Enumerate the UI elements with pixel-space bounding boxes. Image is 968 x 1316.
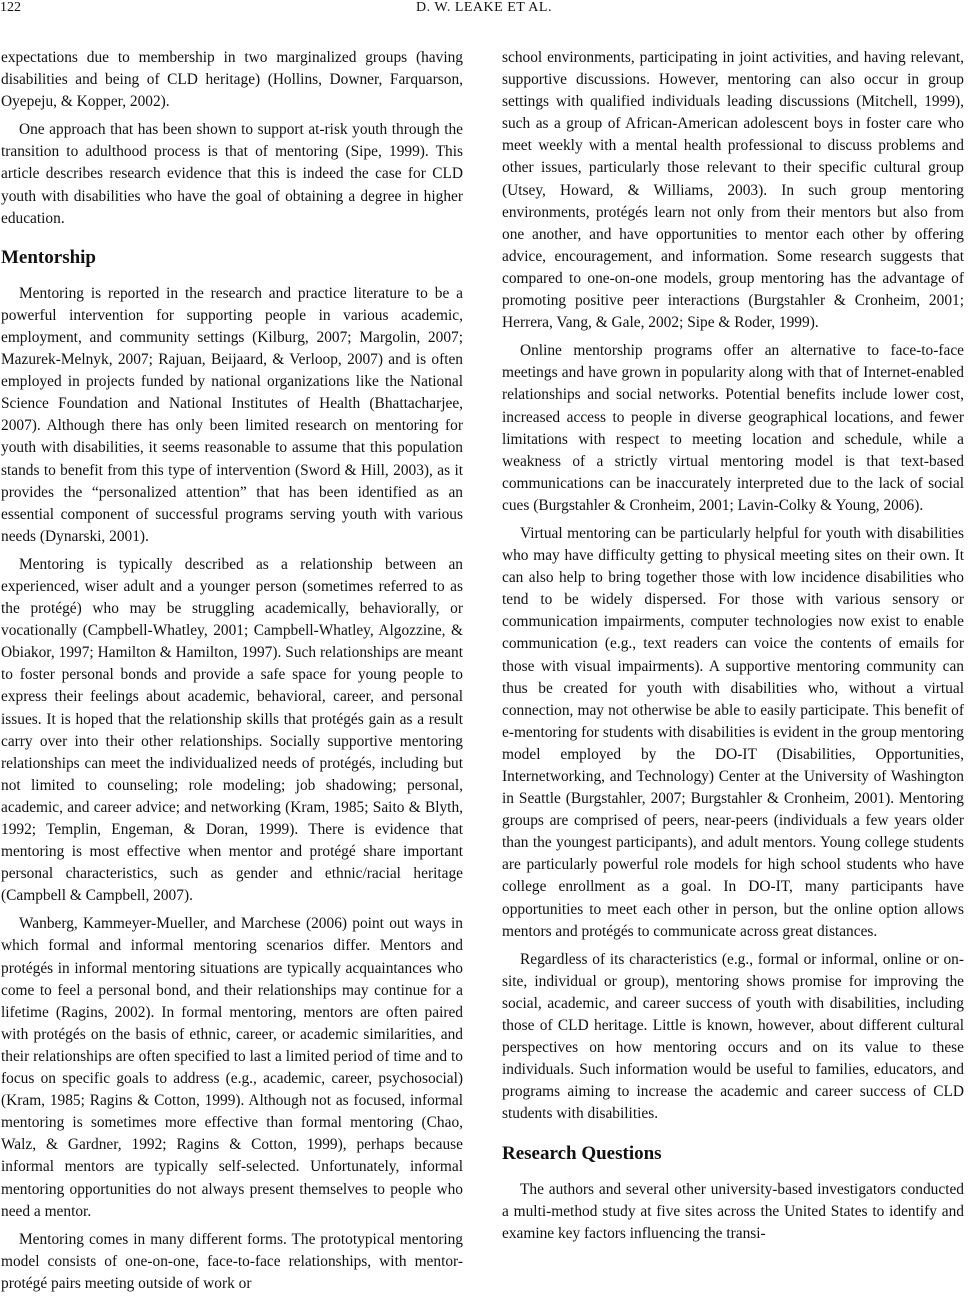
page-number: 122 — [0, 0, 21, 15]
left-column — [1, 47, 463, 1301]
section-heading-mentorship: Mentorship — [1, 246, 96, 268]
body-paragraph: Regardless of its characteristics (e.g., formal or informal, online or on-site, individual or group), mentoring shows promise for improving the social, academic, and career success of youth with disabilities, including those of CLD heritage. Little is known, however, about different cultural perspectives on how mentoring occurs and on its value to these individuals. Such information would be useful to families, educators, and programs aiming to increase the academic and career success of CLD students with disabilities. — [502, 950, 964, 1123]
body-paragraph: One approach that has been shown to support at-risk youth through the transition to adulthood process is that of mentoring (Sipe, 1999). This article describes research evidence that this is indeed the case for CLD youth with disabilities who have the goal of obtaining a degree in higher education. — [1, 121, 463, 227]
body-paragraph: The authors and several other university-based investigators conducted a multi-method study at five sites across the United States to identify and examine key factors influencing the transi- — [502, 1180, 964, 1242]
section-heading-research-questions: Research Questions — [502, 1142, 662, 1164]
running-head-authors: D. W. LEAKE ET AL. — [416, 0, 552, 15]
body-paragraph: Virtual mentoring can be particularly helpful for youth with disabilities who may have difficulty getting to physical meeting sites on their own. It can also help to bring together those with low incidence disabilities who tend to be widely dispersed. For those with various sensory or communication impairments, computer technologies now exist to enable communication (e.g., text readers can voice the contents of emails for those with visual impairments). A supportive mentoring community can thus be created for youth with disabilities who, without a virtual connection, may not otherwise be able to easily participate. This benefit of e-mentoring for students with disabilities is evident in the group mentoring model employed by the DO-IT (Disabilities, Opportunities, Internetworking, and Technology) Center at the University of Washington in Seattle (Burgstahler, 2007; Burgstahler & Cronheim, 2001). Mentoring groups are comprised of peers, near-peers (individuals a few years older than the youngest participants), and adult mentors. Young college students are particularly powerful role models for high school students who have college enrollment as a goal. In DO-IT, many participants have opportunities to meet each other in person, but the online option allows mentors and protégés to communicate across great distances. — [502, 524, 964, 940]
body-paragraph: Mentoring comes in many different forms. The prototypical mentoring model consists of one-on-one, face-to-face relationships, with mentor-protégé pairs meeting outside of work or — [1, 1230, 463, 1292]
body-paragraph: Wanberg, Kammeyer-Mueller, and Marchese (2006) point out ways in which formal and informal mentoring scenarios differ. Mentors and protégés in informal mentoring situations are typically acquaintances who come to feel a personal bond, and their relationships may continue for a lifetime (Ragins, 2002). In formal mentoring, mentors are often paired with protégés on the basis of ethnic, career, or academic similarities, and their relationships are often specified to last a limited period of time and to focus on specific goals to address (e.g., academic, career, psychosocial) (Kram, 1985; Ragins & Cotton, 1999). Although not as focused, informal mentoring is sometimes more effective than formal mentoring (Chao, Walz, & Gardner, 1992; Ragins & Cotton, 1999), perhaps because informal mentors are typically self-selected. Unfortunately, informal mentoring opportunities do not always present themselves to people who need a mentor. — [1, 915, 463, 1220]
running-header — [0, 0, 968, 22]
right-column — [502, 47, 964, 1251]
body-paragraph: Mentoring is reported in the research and practice literature to be a powerful intervention for supporting people in various academic, employment, and community settings (Kilburg, 2007; Margolin, 2007; Mazurek-Melnyk, 2007; Rajuan, Beijaard, & Verloop, 2007) and is often employed in projects funded by national organizations like the National Science Foundation and National Institutes of Health (Bhattacharjee, 2007). Although there has only been limited research on mentoring for youth with disabilities, it seems reasonable to assume that this population stands to benefit from this type of intervention (Sword & Hill, 2003), as it provides the “personalized attention” that has been identified as an essential component of successful programs serving youth with various needs (Dynarski, 2001). — [1, 284, 463, 545]
body-paragraph: Online mentorship programs offer an alternative to face-to-face meetings and have grown in popularity along with that of Internet-enabled relationships and social networks. Potential benefits include lower cost, increased access to people in diverse geographical locations, and fewer limitations with respect to meeting location and schedule, while a weakness of a strictly virtual mentoring model is that text-based communications can be inaccurately interpreted due to the lack of social cues (Burgstahler & Cronheim, 2001; Lavin-Colky & Young, 2006). — [502, 342, 964, 514]
body-paragraph: expectations due to membership in two marginalized groups (having disabilities and being of CLD heritage) (Hollins, Downer, Farquarson, Oyepeju, & Kopper, 2002). — [1, 49, 463, 111]
body-paragraph: school environments, participating in joint activities, and having relevant, supportive discussions. However, mentoring can also occur in group settings with qualified individuals leading discussions (Mitchell, 1999), such as a group of African-American adolescent boys in foster care who meet weekly with a mental health professional to discuss problems and other issues, particularly those relevant to their specific cultural group (Utsey, Howard, & Williams, 2003). In such group mentoring environments, protégés learn not only from their mentors but also from one another, and have opportunities to mentor each other by offering advice, encouragement, and information. Some research suggests that compared to one-on-one models, group mentoring has the advantage of promoting positive peer interactions (Burgstahler & Cronheim, 2001; Herrera, Vang, & Gale, 2002; Sipe & Roder, 1999). — [502, 49, 964, 332]
body-paragraph: Mentoring is typically described as a relationship between an experienced, wiser adult and a younger person (sometimes referred to as the protégé) who may be struggling academically, behaviorally, or vocationally (Campbell-Whatley, 2001; Campbell-Whatley, Algozzine, & Obiakor, 1997; Hamilton & Hamilton, 1997). Such relationships are meant to foster personal bonds and provide a safe space for young people to express their feelings about academic, behavioral, career, and personal issues. It is hoped that the relationship skills that protégés gain as a result carry over into their other relationships. Socially supportive mentoring relationships can meet the individualized needs of protégés, including but not limited to counseling; role modeling; job shadowing; personal, academic, and career advice; and networking (Kram, 1985; Saito & Blyth, 1992; Templin, Engeman, & Doran, 1999). There is evidence that mentoring is most effective when mentor and protégé share important personal characteristics, such as gender and ethnic/racial heritage (Campbell & Campbell, 2007). — [1, 555, 463, 905]
